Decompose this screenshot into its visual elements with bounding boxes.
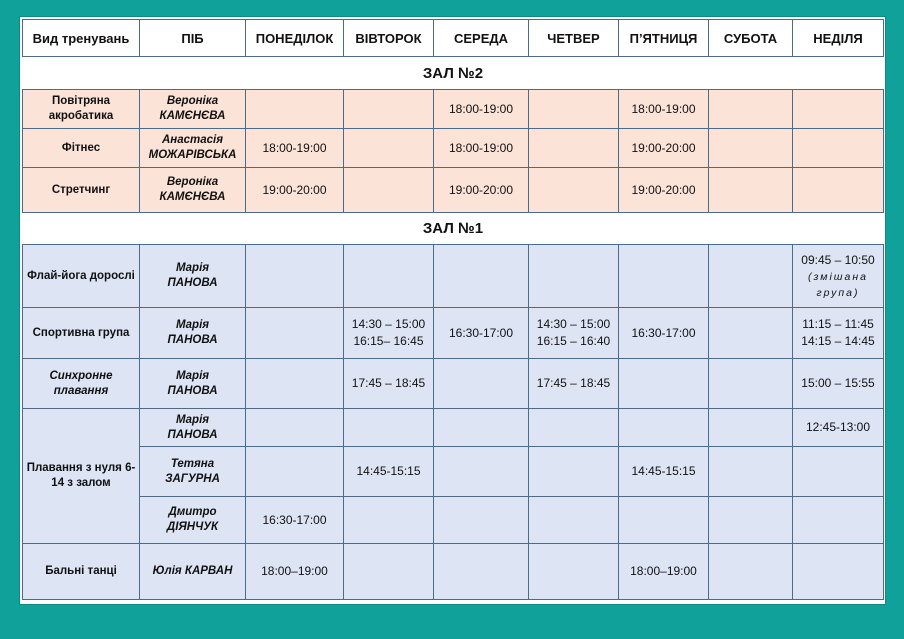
time-cell [709, 497, 793, 544]
day-header-sat: СУБОТА [709, 20, 793, 57]
table-row [23, 90, 884, 129]
time-cell [246, 245, 344, 308]
time-cell [434, 447, 529, 497]
time-cell [709, 245, 793, 308]
time-cell: 16:30-17:00 [434, 308, 529, 359]
time-cell [709, 308, 793, 359]
table-row [23, 544, 884, 600]
activity-name: Синхронне плавання [23, 359, 140, 409]
hall2-title: ЗАЛ №2 [23, 57, 884, 90]
day-header-mon: ПОНЕДІЛОК [246, 20, 344, 57]
time-cell: 17:45 – 18:45 [344, 359, 434, 409]
time-cell [709, 168, 793, 213]
time-cell [709, 409, 793, 447]
time-cell [709, 90, 793, 129]
day-header-fri: П’ЯТНИЦЯ [619, 20, 709, 57]
activity-name: Бальні танці [23, 544, 140, 600]
activity-name: Флай-йога дорослі [23, 245, 140, 308]
time-cell: 14:30 – 15:00 16:15 – 16:40 [529, 308, 619, 359]
header-row [23, 20, 884, 57]
time-cell: 19:00-20:00 [434, 168, 529, 213]
schedule-sheet [20, 17, 885, 604]
coach-name: Анастасія МОЖАРІВСЬКА [140, 129, 246, 168]
time-cell: 12:45-13:00 [793, 409, 884, 447]
time-cell [246, 308, 344, 359]
time-cell [529, 90, 619, 129]
time-cell [793, 544, 884, 600]
time-cell [434, 409, 529, 447]
coach-name: Тетяна ЗАГУРНА [140, 447, 246, 497]
time-cell [793, 129, 884, 168]
time-cell: 18:00–19:00 [246, 544, 344, 600]
day-header-sun: НЕДІЛЯ [793, 20, 884, 57]
time-cell: 14:45-15:15 [344, 447, 434, 497]
table-row [23, 168, 884, 213]
time-cell [344, 497, 434, 544]
coach-name: Юлія КАРВАН [140, 544, 246, 600]
activity-name: Фітнес [23, 129, 140, 168]
hall1-title-row [23, 213, 884, 245]
time-cell: 19:00-20:00 [619, 129, 709, 168]
time-cell: 18:00-19:00 [619, 90, 709, 129]
time-cell [529, 168, 619, 213]
time-cell [344, 90, 434, 129]
time-cell [619, 497, 709, 544]
table-row [23, 308, 884, 359]
coach-name: Марія ПАНОВА [140, 359, 246, 409]
table-row [23, 359, 884, 409]
activity-name: Повітряна акробатика [23, 90, 140, 129]
time-cell [529, 245, 619, 308]
time-cell [246, 90, 344, 129]
time-cell: 18:00–19:00 [619, 544, 709, 600]
table-row [23, 447, 884, 497]
activity-name: Плавання з нуля 6-14 з залом [23, 409, 140, 544]
time-cell [246, 447, 344, 497]
table-row [23, 409, 884, 447]
col-activity-header: Вид тренувань [23, 20, 140, 57]
hall2-title-row [23, 57, 884, 90]
time-cell: 15:00 – 15:55 [793, 359, 884, 409]
time-cell [344, 544, 434, 600]
time-cell [434, 245, 529, 308]
time-cell [344, 245, 434, 308]
activity-name: Стретчинг [23, 168, 140, 213]
time-cell [529, 129, 619, 168]
time-cell [529, 544, 619, 600]
table-row [23, 245, 884, 308]
time-cell: 16:30-17:00 [246, 497, 344, 544]
schedule-table [22, 19, 884, 600]
day-header-thu: ЧЕТВЕР [529, 20, 619, 57]
time-cell: 14:45-15:15 [619, 447, 709, 497]
table-row [23, 129, 884, 168]
time-cell: 14:30 – 15:00 16:15– 16:45 [344, 308, 434, 359]
hall1-title: ЗАЛ №1 [23, 213, 884, 245]
time-cell [344, 129, 434, 168]
time-cell: 09:45 – 10:50 (змішана група) [793, 245, 884, 308]
time-cell [344, 409, 434, 447]
group-note: (змішана група) [808, 270, 868, 299]
time-cell [709, 129, 793, 168]
time-cell [793, 90, 884, 129]
time-cell [709, 359, 793, 409]
col-name-header: ПІБ [140, 20, 246, 57]
time-cell [793, 168, 884, 213]
time-cell [246, 359, 344, 409]
coach-name: Вероніка КАМЄНЄВА [140, 90, 246, 129]
time-cell [619, 245, 709, 308]
time-cell [434, 359, 529, 409]
coach-name: Вероніка КАМЄНЄВА [140, 168, 246, 213]
time-cell [793, 497, 884, 544]
day-header-tue: ВІВТОРОК [344, 20, 434, 57]
time-cell [434, 497, 529, 544]
time-cell [529, 447, 619, 497]
coach-name: Марія ПАНОВА [140, 245, 246, 308]
time-cell: 16:30-17:00 [619, 308, 709, 359]
time-cell [246, 409, 344, 447]
time-cell: 17:45 – 18:45 [529, 359, 619, 409]
time-cell: 18:00-19:00 [434, 90, 529, 129]
coach-name: Марія ПАНОВА [140, 308, 246, 359]
time-cell: 19:00-20:00 [246, 168, 344, 213]
table-row [23, 497, 884, 544]
coach-name: Дмитро ДІЯНЧУК [140, 497, 246, 544]
time-cell: 19:00-20:00 [619, 168, 709, 213]
time-cell [793, 447, 884, 497]
time-cell [619, 409, 709, 447]
time-cell: 18:00-19:00 [246, 129, 344, 168]
time-cell [709, 447, 793, 497]
time-cell [529, 497, 619, 544]
time-cell [709, 544, 793, 600]
activity-name: Спортивна група [23, 308, 140, 359]
time-cell: 18:00-19:00 [434, 129, 529, 168]
time-cell [619, 359, 709, 409]
time-cell: 11:15 – 11:45 14:15 – 14:45 [793, 308, 884, 359]
time-cell [344, 168, 434, 213]
day-header-wed: СЕРЕДА [434, 20, 529, 57]
time-cell [434, 544, 529, 600]
time-cell [529, 409, 619, 447]
coach-name: Марія ПАНОВА [140, 409, 246, 447]
